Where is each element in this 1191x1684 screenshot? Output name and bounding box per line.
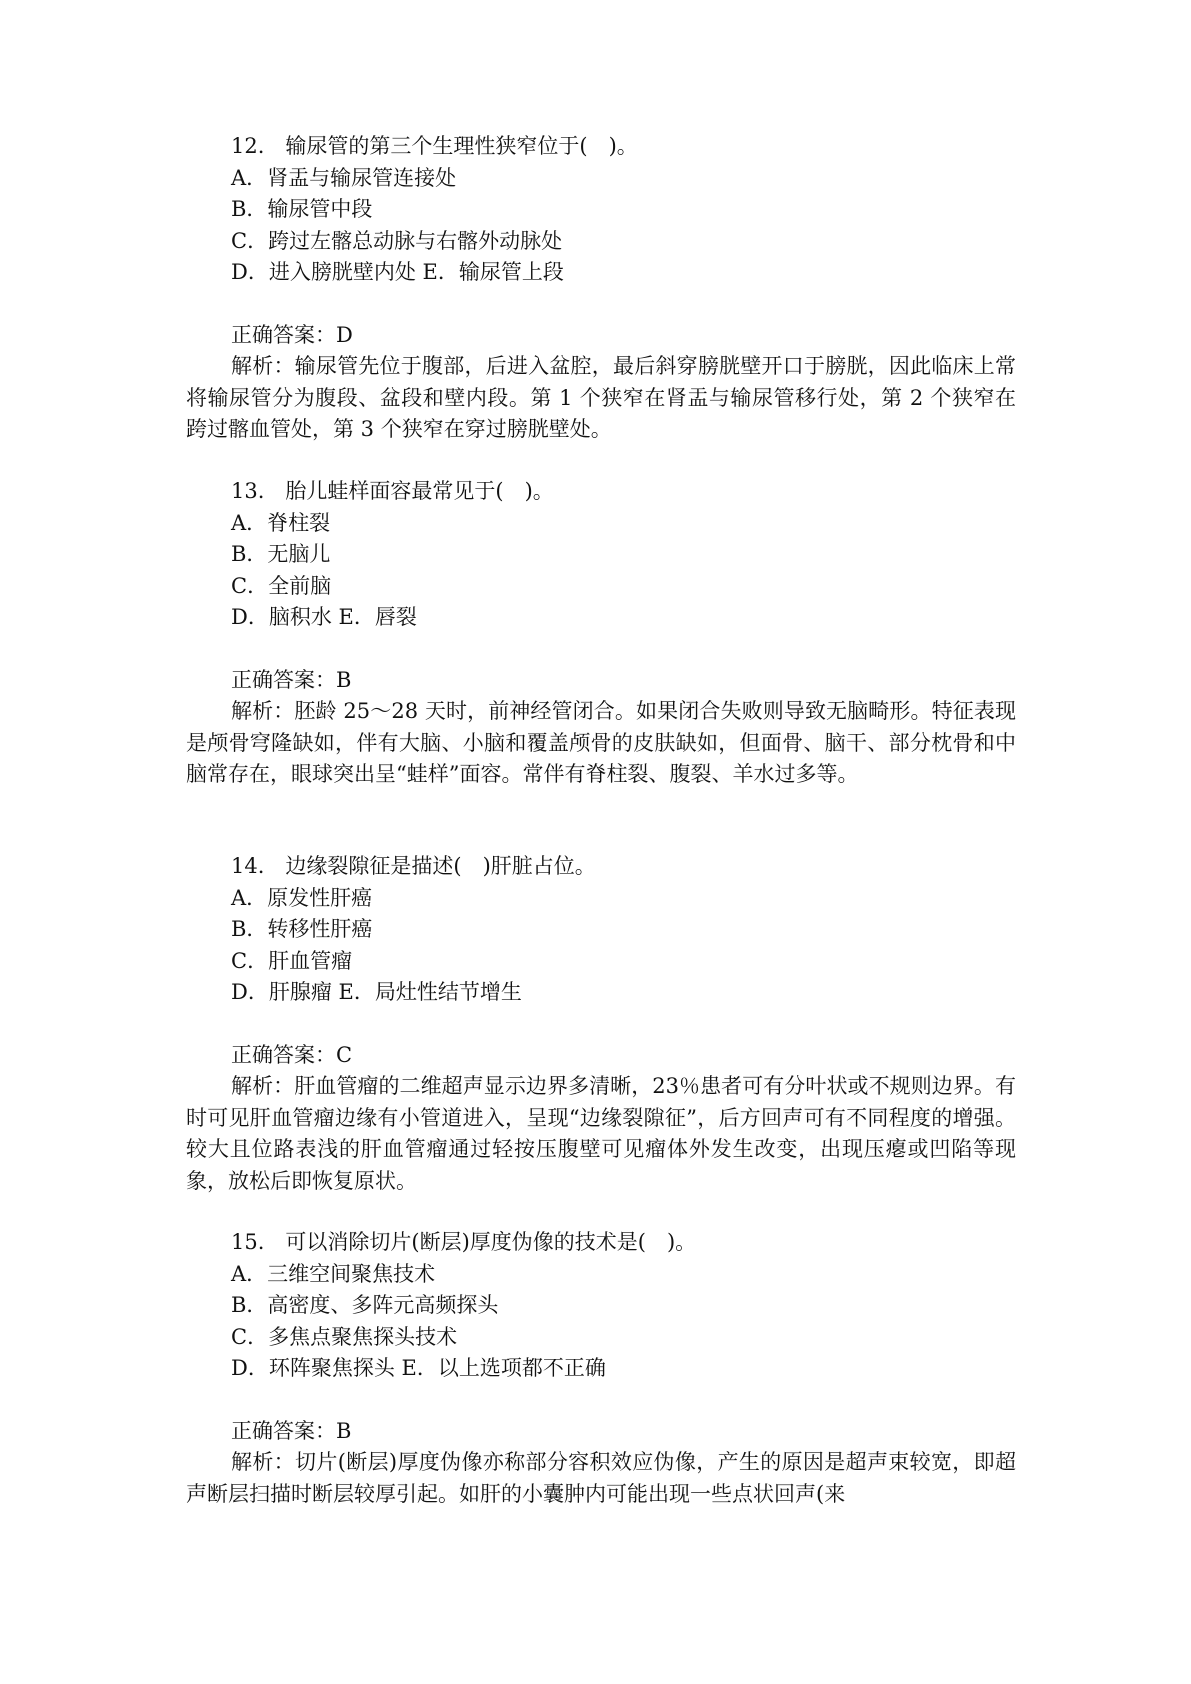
option-d-e: D．肝腺瘤 E．局灶性结节增生 [231, 980, 522, 1004]
option-a: A．原发性肝癌 [231, 885, 373, 910]
analysis-text: 解析：胚龄 25～28 天时，前神经管闭合。如果闭合失败则导致无脑畸形。特征表现是颅骨穹隆缺如，伴有大脑、小脑和覆盖颅骨的皮肤缺如，但面骨、脑干、部分枕骨和中脑常存在，眼球突出呈“蛙样”面容。常伴有脊柱裂、腹裂、羊水过多等。 [186, 699, 1016, 786]
question-block-15 [186, 1227, 1016, 1510]
question-stem: 13. 胎儿蛙样面容最常见于( )。 [231, 479, 554, 503]
correct-answer: 正确答案：B [231, 667, 352, 692]
question-block-14 [186, 851, 1016, 1197]
option-b: B．输尿管中段 [231, 197, 373, 221]
analysis-text: 解析：输尿管先位于腹部，后进入盆腔，最后斜穿膀胱壁开口于膀胱，因此临床上常将输尿管分为腹段、盆段和壁内段。第 1 个狭窄在肾盂与输尿管移行处，第 2 个狭窄在跨过髂血管处，第 3 个狭窄在穿过膀胱壁处。 [186, 354, 1016, 441]
question-stem: 12. 输尿管的第三个生理性狭窄位于( )。 [231, 134, 638, 158]
option-a: A．三维空间聚焦技术 [231, 1261, 436, 1286]
option-b: B．无脑儿 [231, 542, 331, 566]
option-a: A．肾盂与输尿管连接处 [231, 165, 457, 190]
analysis-text: 解析：肝血管瘤的二维超声显示边界多清晰，23％患者可有分叶状或不规则边界。有时可见肝血管瘤边缘有小管道进入，呈现“边缘裂隙征”，后方回声可有不同程度的增强。较大且位路表浅的肝血管瘤通过轻按压腹壁可见瘤体外发生改变，出现压瘪或凹陷等现象，放松后即恢复原状。 [186, 1074, 1016, 1193]
correct-answer: 正确答案：C [231, 1042, 353, 1067]
question-stem: 15. 可以消除切片(断层)厚度伪像的技术是( )。 [231, 1230, 697, 1254]
option-b: B．高密度、多阵元高频探头 [231, 1293, 499, 1317]
question-block-12 [186, 131, 1016, 446]
analysis-text: 解析：切片(断层)厚度伪像亦称部分容积效应伪像，产生的原因是超声束较宽，即超声断层扫描时断层较厚引起。如肝的小囊肿内可能出现一些点状回声(来 [186, 1450, 1016, 1506]
option-a: A．脊柱裂 [231, 510, 331, 535]
option-c: C．全前脑 [231, 573, 332, 598]
option-d-e: D．环阵聚焦探头 E．以上选项都不正确 [231, 1356, 606, 1380]
question-block-13 [186, 476, 1016, 791]
option-c: C．肝血管瘤 [231, 948, 353, 973]
question-stem: 14. 边缘裂隙征是描述( )肝脏占位。 [231, 854, 596, 878]
correct-answer: 正确答案：D [231, 322, 353, 347]
correct-answer: 正确答案：B [231, 1418, 352, 1443]
option-c: C．多焦点聚焦探头技术 [231, 1324, 458, 1349]
option-d-e: D．脑积水 E．唇裂 [231, 605, 417, 629]
option-b: B．转移性肝癌 [231, 917, 373, 941]
option-c: C．跨过左髂总动脉与右髂外动脉处 [231, 228, 563, 253]
option-d-e: D．进入膀胱壁内处 E．输尿管上段 [231, 260, 564, 284]
